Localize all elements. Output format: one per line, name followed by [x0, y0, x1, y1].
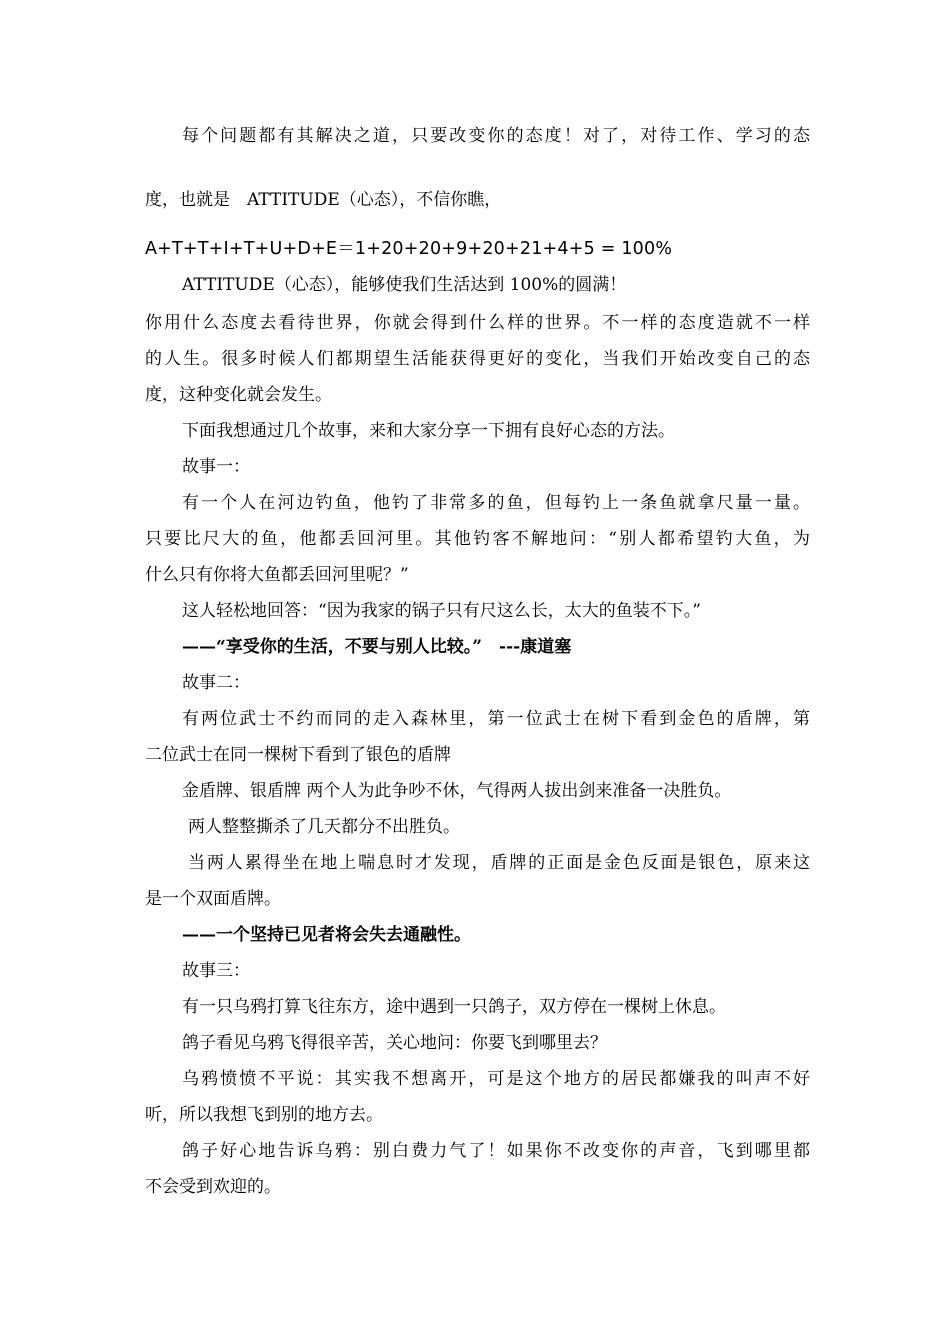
paragraph-line: 什么只有你将大鱼都丢回河里呢？” [145, 565, 409, 585]
paragraph-line: 听，所以我想飞到别的地方去。 [145, 1105, 383, 1125]
formula-line: A+T+T+I+T+U+D+E＝1+20+20+9+20+21+4+5 = 100% [145, 239, 673, 259]
moral-quote: ——“享受你的生活，不要与别人比较。” ---康道塞 [182, 637, 572, 657]
paragraph-line: 金盾牌、银盾牌 两个人为此争吵不休，气得两人拔出剑来准备一决胜负。 [182, 781, 732, 801]
paragraph-line: 这人轻松地回答：“因为我家的锅子只有尺这么长，太大的鱼装不下。” [182, 601, 701, 621]
paragraph-line: ATTITUDE（心态），能够使我们生活达到 100%的圆满！ [182, 275, 627, 295]
story-heading: 故事三： [182, 961, 250, 981]
paragraph-line: 有两位武士不约而同的走入森林里，第一位武士在树下看到金色的盾牌，第 [182, 709, 810, 729]
story-heading: 故事一： [182, 457, 250, 477]
paragraph-line: 的人生。很多时候人们都期望生活能获得更好的变化，当我们开始改变自己的态 [145, 349, 810, 369]
paragraph-line: 你用什么态度去看待世界，你就会得到什么样的世界。不一样的态度造就不一样 [145, 313, 810, 333]
paragraph-line: 有一只乌鸦打算飞往东方，途中遇到一只鸽子，双方停在一棵树上休息。 [182, 997, 726, 1017]
paragraph-line: 鸽子看见乌鸦飞得很辛苦，关心地问：你要飞到哪里去？ [182, 1033, 607, 1053]
paragraph-line: 不会受到欢迎的。 [145, 1177, 281, 1197]
paragraph-line: 鸽子好心地告诉乌鸦：别白费力气了！如果你不改变你的声音，飞到哪里都 [182, 1141, 810, 1161]
paragraph-line: 有一个人在河边钓鱼，他钓了非常多的鱼，但每钓上一条鱼就拿尺量一量。 [182, 493, 810, 513]
paragraph-line: 两人整整撕杀了几天都分不出胜负。 [188, 817, 460, 837]
paragraph-line: 二位武士在同一棵树下看到了银色的盾牌 [145, 745, 451, 765]
paragraph-line: 当两人累得坐在地上喘息时才发现，盾牌的正面是金色反面是银色，原来这 [188, 853, 810, 873]
moral-quote: ——一个坚持已见者将会失去通融性。 [182, 925, 471, 945]
paragraph-line: 度，这种变化就会发生。 [145, 385, 332, 405]
paragraph-line: 度，也就是 ATTITUDE（心态），不信你瞧， [145, 190, 502, 210]
paragraph-line: 下面我想通过几个故事，来和大家分享一下拥有良好心态的方法。 [182, 421, 675, 441]
paragraph-line: 只要比尺大的鱼，他都丢回河里。其他钓客不解地问：“别人都希望钓大鱼，为 [145, 529, 810, 549]
paragraph-line: 是一个双面盾牌。 [145, 889, 281, 909]
story-heading: 故事二： [182, 673, 250, 693]
paragraph-line: 乌鸦愤愤不平说：其实我不想离开，可是这个地方的居民都嫌我的叫声不好 [182, 1069, 810, 1089]
paragraph-line: 每个问题都有其解决之道，只要改变你的态度！对了，对待工作、学习的态 [182, 126, 810, 146]
